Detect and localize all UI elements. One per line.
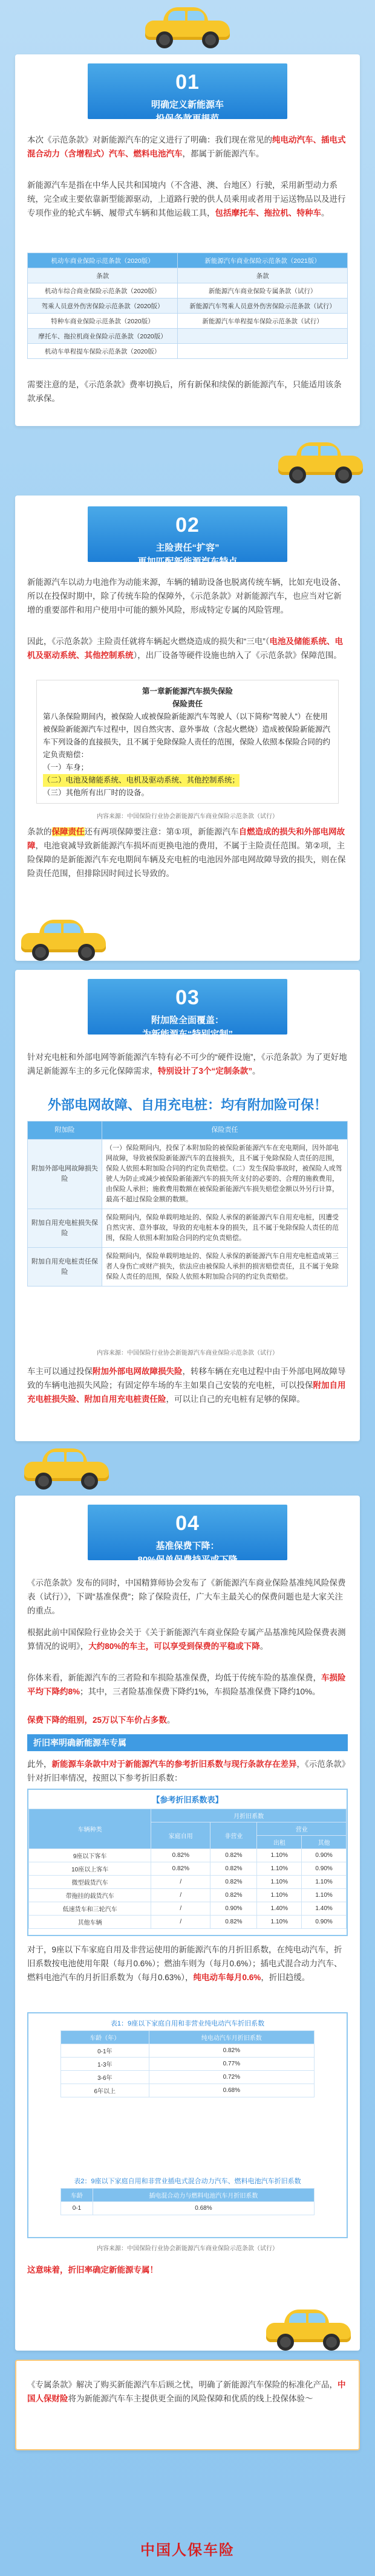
table-row: 3-6年 0.72%: [61, 2071, 315, 2084]
table-header: 车辆种类: [29, 1809, 151, 1849]
table-1: [60, 2030, 315, 2097]
table-row: 机动车单程提车保险示范条款（2020版）: [28, 344, 348, 359]
section-1-banner: [88, 63, 287, 124]
s2-clause-box: [36, 680, 339, 804]
table-row: 机动车综合商业保险示范条款（2020版） 新能源汽车商业保险专属条款（试行）: [28, 283, 348, 299]
table-row: 6年以上 0.68%: [61, 2084, 315, 2097]
table-2-title: 表2：9座以下家庭自用和非营业插电式混合动力汽车、燃料电池汽车折旧系数: [74, 2178, 301, 2185]
table-1-title: 表1：9座以下家庭自用和非营业纯电动汽车折旧系数: [110, 2020, 265, 2027]
clause-item: （二）电池及储能系统、电机及驱动系统、其他控制系统；: [43, 774, 240, 787]
table-row: 附加自用充电桩责任保险 保险期间内，保险单载明地址的、保险人承保的新能源汽车自用充电桩造成第三者人身伤亡或财产损失，依法应由被保险人承担的损害赔偿责任，且不属于免除保险人责任的范围，保险人依照本附加险合同的约定负责赔偿。: [28, 1248, 348, 1286]
car-illustration: [21, 918, 106, 961]
depreciation-table-frame: [27, 1789, 348, 1936]
table-row: 附加自用充电桩损失保险 保险期间内，保险单载明地址的、保险人承保的新能源汽车自用充电桩，因遭受自然灾害、意外事故，导致的充电桩本身的损失，且不属于免除保险人责任的范围，保险人依照本附加险合同的约定负责赔偿。: [28, 1209, 348, 1248]
table-header: 车龄: [61, 2189, 93, 2202]
depreciation-table: [28, 1809, 347, 1929]
table-header: 纯电动汽车月折旧系数: [149, 2031, 314, 2044]
table-2: [60, 2188, 315, 2215]
clause-title: 第一章新能源汽车损失保险: [142, 687, 233, 696]
section-title-line1: 基准保费下降：: [155, 1541, 220, 1551]
depreciation-subtables-frame: [27, 2012, 348, 2238]
s3-paragraph-2: 车主可以通过投保附加外部电网故障损失险，转移车辆在充电过程中由于外部电网故障导致的车辆电池损失风险；有固定停车场的车主如果自己安装的充电桩，可以投保附加自用充电桩损失险、附加自用充电桩责任险，可以让自己的充电桩有足够的保障。: [27, 1367, 346, 1404]
section-2-banner: [88, 506, 287, 567]
s4-paragraph-6: 对于，9座以下车家庭自用及非营运使用的新能源汽车的月折旧系数，在纯电动汽车，折旧系数按电池使用年限（每月0.6%）；燃油车则为（每月0.6%）；插电式混合动力汽车、燃料电池汽车的月折旧系数为（每月0.63%），纯电动车每月0.6%，折旧趋缓。: [27, 1945, 342, 1982]
s4-paragraph-1: 《示范条款》发布的同时，中国精算师协会发布了《新能源汽车商业保险基准纯风险保费表（试行）》，下调“基准保费”；除了保险责任，广大车主最关心的保费问题也是大家关注的重点。: [27, 1578, 346, 1615]
table-header: 新能源汽车商业保险示范条款（2021版）: [178, 253, 348, 268]
s1-comparison-table: [27, 253, 348, 359]
table-row: 摩托车、拖拉机商业保险示范条款（2020版）: [28, 329, 348, 344]
car-illustration: [24, 1447, 109, 1490]
table-header: 出租: [257, 1836, 302, 1849]
table-row: 低速货车和三轮汽车 / 0.90% 1.40% 1.40%: [29, 1902, 347, 1916]
s2-paragraph-1: 新能源汽车以动力电池作为动能来源，车辆的辅助设备也脱离传统车辆，比如充电设备、所以在投保时期中，除了传统车险的保障外，《示范条款》对新能源汽车，也应当对它新增的重要部件和用户使用中可能的额外风险，形成特定专属的风险管理。: [27, 578, 346, 615]
table-header: 月折旧系数: [151, 1809, 347, 1822]
source-caption: 内容来源：中国保险行业协会新能源汽车商业保险示范条款（试行）: [97, 2245, 278, 2252]
s4-paragraph-2: 根据此前中国保险行业协会关于《关于新能源汽车商业保险专属产品基准纯风险保费表测算情况的说明》，大约80%的车主，可以享受到保费的平稳或下降。: [27, 1628, 346, 1651]
section-number: 03: [175, 986, 200, 1009]
table-header: 机动车商业保险示范条款（2020版）: [28, 253, 178, 268]
car-illustration: [278, 441, 363, 483]
section-title-line2: 为新能源车“特别定制”: [142, 1029, 233, 1039]
table-row: 特种车商业保险示范条款（2020版） 新能源汽车单程提车保险示范条款（试行）: [28, 314, 348, 329]
table-header: 插电混合动力与燃料电池汽车月折旧系数: [93, 2189, 314, 2202]
table-header: 非营业: [210, 1822, 257, 1849]
s1-paragraph-2: 新能源汽车是指在中华人民共和国境内（不含港、澳、台地区）行驶，采用新型动力系统，完全或主要依靠新型能源驱动，上道路行驶的供人员乘用或者用于运送物品以及进行专项作业的轮式车辆、履带式车辆和其他运载工具，包括摩托车、拖拉机、特种车。: [27, 181, 346, 218]
s2-paragraph-2: 因此，《示范条款》主险责任就将车辆起火燃烧造成的损失和“三电”（电池及储能系统、电机及驱动系统、其他控制系统），出厂设备等硬件设施也纳入了《示范条款》保障范围。: [27, 637, 343, 660]
s4-subheading: 折旧率明确新能源车专属: [27, 1734, 348, 1751]
footer-logo: 中国人保车险: [140, 2542, 235, 2558]
section-title-line1: 明确定义新能源车: [151, 100, 224, 110]
section-title-line2: 80%保单保费持平或下降: [137, 1555, 238, 1565]
section-title-line2: 投保条款更规范: [155, 114, 220, 124]
clause-subtitle: 保险责任: [172, 700, 203, 708]
table-header: 其他: [302, 1836, 347, 1849]
table-row: 其他车辆 / 0.82% 1.10% 0.90%: [29, 1916, 347, 1929]
s3-addon-table: [27, 1121, 348, 1286]
section-title-line1: 附加险全面覆盖：: [151, 1015, 224, 1025]
s1-paragraph-3: 需要注意的是，《示范条款》费率切换后，所有新保和续保的新能源汽车，只能适用该条款承保。: [27, 380, 342, 403]
depreciation-table-title: 【参考折旧系数表】: [152, 1795, 223, 1804]
s3-paragraph-1: 针对充电桩和外部电网等新能源汽车特有必不可少的“硬件设施”，《示范条款》为了更好地满足新能源车主的多元化保障需求，特别设计了3个“定制条款”。: [27, 1053, 347, 1076]
table-row: 驾乘人员意外伤害保险示范条款（2020版） 新能源汽车驾乘人员意外伤害保险示范条款（试行）: [28, 299, 348, 314]
table-header: 附加险: [28, 1122, 102, 1140]
clause-item: （一）车身；: [43, 763, 89, 772]
table-row: 附加外部电网故障损失险 （一）保险期间内，投保了本附加险的被保险新能源汽车在充电期间，因外部电网故障，导致被保险新能源汽车的直接损失，且不属于免除保险人责任的范围，保险人依照本附加险合同的约定负责赔偿。（二）发生保险事故时，被保险人或驾驶人为防止或减少被保险新能源汽车的损失所支付的必要的、合理的施救费用，由保险人承担；施救费用数额在被保险新能源汽车损失赔偿金额以外另行计算，最高不超过保险金额的数额。: [28, 1140, 348, 1209]
clause-item: （三）其他所有出厂时的设备。: [43, 789, 149, 797]
table-row: 0-1年 0.82%: [61, 2044, 315, 2058]
section-number: 04: [175, 1512, 200, 1535]
section-3-banner: [88, 979, 287, 1039]
s4-paragraph-4: 保费下降的组别，25万以下车价占多数。: [27, 1716, 175, 1725]
car-illustration: [266, 2308, 351, 2351]
table-row: 10座以上客车 0.82% 0.82% 1.10% 0.90%: [29, 1862, 347, 1876]
source-caption: 内容来源：中国保险行业协会新能源汽车商业保险示范条款（试行）: [97, 1350, 278, 1357]
s4-paragraph-7: 这意味着，折旧率确定新能源专属！: [27, 2265, 158, 2274]
table-row: 带拖挂的载货汽车 / 0.82% 1.10% 1.10%: [29, 1889, 347, 1902]
section-number: 01: [175, 71, 200, 94]
table-header: 车龄（年）: [61, 2031, 149, 2044]
table-row: 1-3年 0.77%: [61, 2058, 315, 2071]
s2-paragraph-3: 条款的保障责任还有两项保障要注意：第①项，新能源汽车自燃造成的损失和外部电网故障，电池衰减导致新能源汽车损坏而更换电池的费用，不属于主险责任范围。第②项，主险保障的是新能源汽车充电期间车辆及充电桩的电池因外部电网故障导致的损失，则在保险责任范围，但排除因时间过长导致的。: [27, 827, 346, 878]
clause-body: 第八条保险期间内，被保险人或被保险新能源汽车驾驶人（以下简称“驾驶人”）在使用被保险新能源汽车过程中，因自然灾害、意外事故（含起火燃烧）造成被保险新能源汽车下列设备的直接损失，且不属于免除保险人责任的范围，保险人依照本保险合同的约定负责赔偿：: [43, 712, 331, 759]
table-header: 保险责任: [102, 1122, 348, 1140]
s4-paragraph-3: 你体来看，新能源汽车的三者险和车损险基准保费，均低于传统车险的基准保费，车损险平均下降约8%；其中，三者险基准保费下降约1%，车损险基准保费下降约10%。: [27, 1673, 346, 1696]
closing-paragraph: 《专属条款》解决了购买新能源汽车后顾之忧，明确了新能源汽车保险的标准化产品，中国人保财险将为新能源汽车车主提供更全面的风险保障和优质的线上投保体验～: [27, 2380, 346, 2403]
car-illustration: [145, 6, 230, 48]
table-row: 条款 条款: [28, 268, 348, 283]
source-caption: 内容来源：中国保险行业协会新能源汽车商业保险示范条款（试行）: [97, 813, 278, 820]
table-row: 微型载货汽车 / 0.82% 1.10% 1.10%: [29, 1876, 347, 1889]
table-row: 0-1 0.68%: [61, 2202, 315, 2215]
table-header: 家庭自用: [151, 1822, 210, 1849]
s3-headline: 外部电网故障、自用充电桩：均有附加险可保！: [47, 1097, 327, 1112]
section-title-line2: 更加匹配新能源汽车特点: [137, 557, 238, 567]
table-header: 营业: [257, 1822, 347, 1836]
s1-paragraph-1: 本次《示范条款》对新能源汽车的定义进行了明确：我们现在常见的纯电动汽车、插电式混合动力（含增程式）汽车、燃料电池汽车，都属于新能源汽车。: [27, 135, 346, 158]
section-4-banner: [88, 1505, 287, 1565]
table-row: 9座以下客车 0.82% 0.82% 1.10% 0.90%: [29, 1849, 347, 1862]
section-title-line1: 主险责任“扩容”: [155, 543, 220, 553]
s4-paragraph-5: 此外，新能源车条款中对于新能源汽车的参考折旧系数与现行条款存在差异，《示范条款》针对折旧率情况，按照以下参考折旧系数：: [27, 1760, 346, 1783]
section-number: 02: [175, 514, 200, 537]
